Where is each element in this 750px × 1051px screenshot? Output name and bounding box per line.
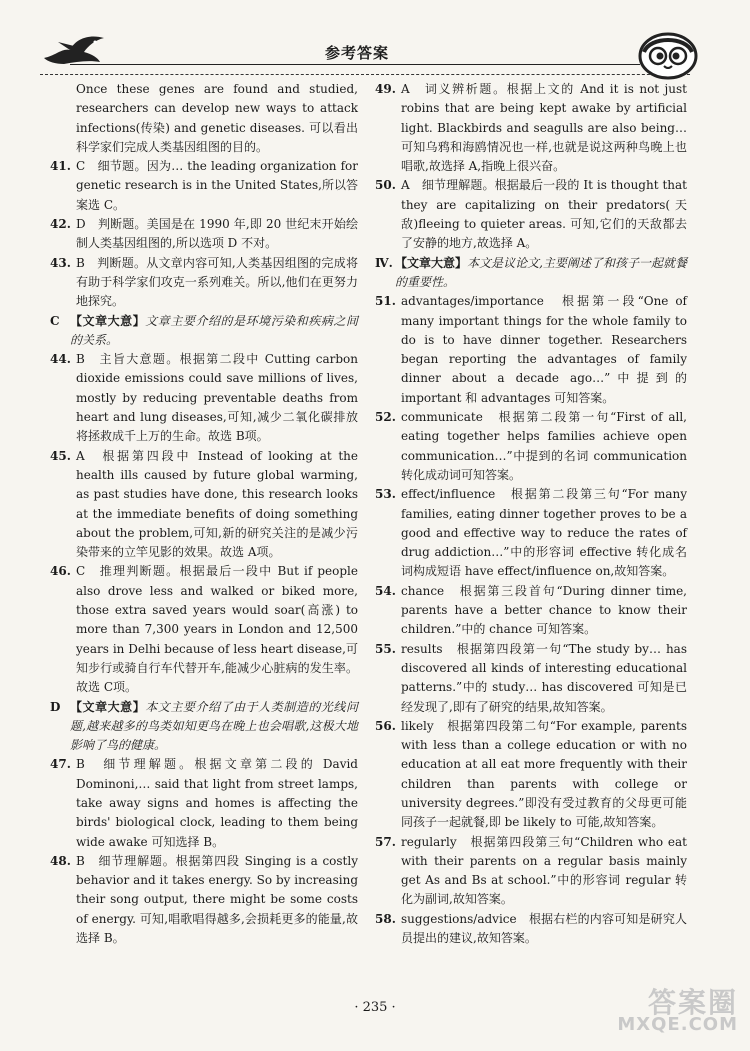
answer-item: 54. chance 根据第三段首句“During dinner time, parents have a better chance to know their children.”中的 chance 可知答案。 xyxy=(375,583,687,637)
section-summary-d: D 【文章大意】本文主要介绍了由于人类制造的光线问题,越来越多的鸟类如知更鸟在晚上也会唱歌,这极大地影响了鸟的健康。 xyxy=(50,699,358,753)
page-header xyxy=(40,28,690,78)
answer-item: 51. advantages/importance 根据第一段“One of many important things for the whole family to do is to have dinner together. Researchers began reporting the advantages of family dinner about a decade ago…”中提到的 important 和 advantages 可知答案。 xyxy=(375,294,687,405)
left-column xyxy=(50,80,358,948)
answer-item: 49. A 词义辨析题。根据上文的 And it is not just robins that are being kept awake by artificial light. Blackbirds and seagulls are also being… 可知乌鸦和海鸥情况也一样,也就是说这两种鸟晚上也唱歌,故选择 A,指晚上很兴奋。 xyxy=(375,82,687,174)
answer-item: 43. B 判断题。从文章内容可知,人类基因组图的完成将有助于科学家们攻克一系列难关。所以,他们在更努力地探究。 xyxy=(50,255,358,309)
answer-item: 56. likely 根据第四段第二句“For example, parents with less than a college education or with no education at all eat more frequently with their children than parents with college or university degrees.”即没有受过教育的父母更可能同孩子一起就餐,即 be likely to 可能,故知答案。 xyxy=(375,718,687,830)
answer-item: 52. communicate 根据第二段第一句“First of all, eating together helps families achieve open communication…”中提到的名词 communication 转化成动词可知答案。 xyxy=(375,410,687,482)
answer-item: 48. B 细节理解题。根据第四段 Singing is a costly behavior and it takes energy. So by increasing their song output, there might be some costs of energy. 可知,唱歌唱得越多,会损耗更多的能量,故选择 B。 xyxy=(50,853,358,946)
answer-item: 57. regularly 根据第四段第三句“Children who eat with their parents on a regular basis mainly get As and Bs at school.”中的形容词 regular 转化为副词,故知答案。 xyxy=(375,834,687,907)
answer-item: 46. C 推理判断题。根据最后一段中 But if people also drove less and walked or biked more, those extra saved years would soar(高涨) to more than 7,300 years in London and 12,500 years in Delhi because of less heart disease,可知步行或骑自行车代替开车,能减少心脏病的发生率。故选 C项。 xyxy=(50,564,358,695)
answer-item: 50. A 细节理解题。根据最后一段的 It is thought that they are capitalizing on their predators(天敌)fleeing to quieter areas. 可知,它们的天敌都去了安静的地方,故选择 A。 xyxy=(375,178,687,251)
page-title: 参考答案 xyxy=(325,44,390,62)
answer-item: 41. C 细节题。因为… the leading organization for genetic research is in the United States,所以答案选 C。 xyxy=(50,159,358,212)
owl-icon xyxy=(636,30,700,80)
answer-item: 42. D 判断题。美国是在 1990 年,即 20 世纪末开始绘制人类基因组图的,所以选项 D 不对。 xyxy=(50,217,358,251)
answer-item: 47. B 细节理解题。根据文章第二段的 David Dominoni,… said that light from street lamps, take away signs and homes is affecting the birds' biological clock, leading to them being wide awake 可知选择 B。 xyxy=(50,757,358,849)
answer-item: 55. results 根据第四段第一句“The study by… has discovered all kinds of interesting educational patterns.”中的 study… has discovered 可知是已经发现了,即有了研究的结果,故知答案。 xyxy=(375,641,687,714)
answer-item: 45. A 根据第四段中 Instead of looking at the health ills caused by future global warming, as past studies have done, this research looks at the immediate benefits of doing something about the problem,可知,新的研究关注的是减少污染带来的立竿见影的效果。故选 A项。 xyxy=(50,448,358,560)
section-summary-c: C 【文章大意】文章主要介绍的是环境污染和疾病之间的关系。 xyxy=(50,313,358,347)
answer-item: 53. effect/influence 根据第二段第三句“For many families, eating dinner together proves to be a good and effective way to reduce the rates of drug addiction…”中的形容词 effective 转化成名词构成短语 have effect/influence on,故知答案。 xyxy=(375,487,687,579)
page-number: · 235 · xyxy=(354,1000,396,1015)
answer-item: 58. suggestions/advice 根据右栏的内容可知是研究人员提出的建议,故知答案。 xyxy=(375,911,687,946)
section-summary-iv: Ⅳ. 【文章大意】本文是议论文,主要阐述了和孩子一起就餐的重要性。 xyxy=(375,255,687,289)
watermark-logo: 答案圈 MXQE.COM xyxy=(617,986,738,1035)
right-column xyxy=(375,80,687,948)
answer-item: 44. B 主旨大意题。根据第二段中 Cutting carbon dioxide emissions could save millions of lives, mostly by reducing preventable deaths from heart and lung diseases,可知,减少二氧化碳排放将拯救成千上万的生命。故选 B项。 xyxy=(50,352,358,444)
intro-paragraph: Once these genes are found and studied, researchers can develop new ways to attack infections(传染) and genetic diseases. 可以看出科学家们完成人类基因组图的目的。 xyxy=(76,82,358,154)
